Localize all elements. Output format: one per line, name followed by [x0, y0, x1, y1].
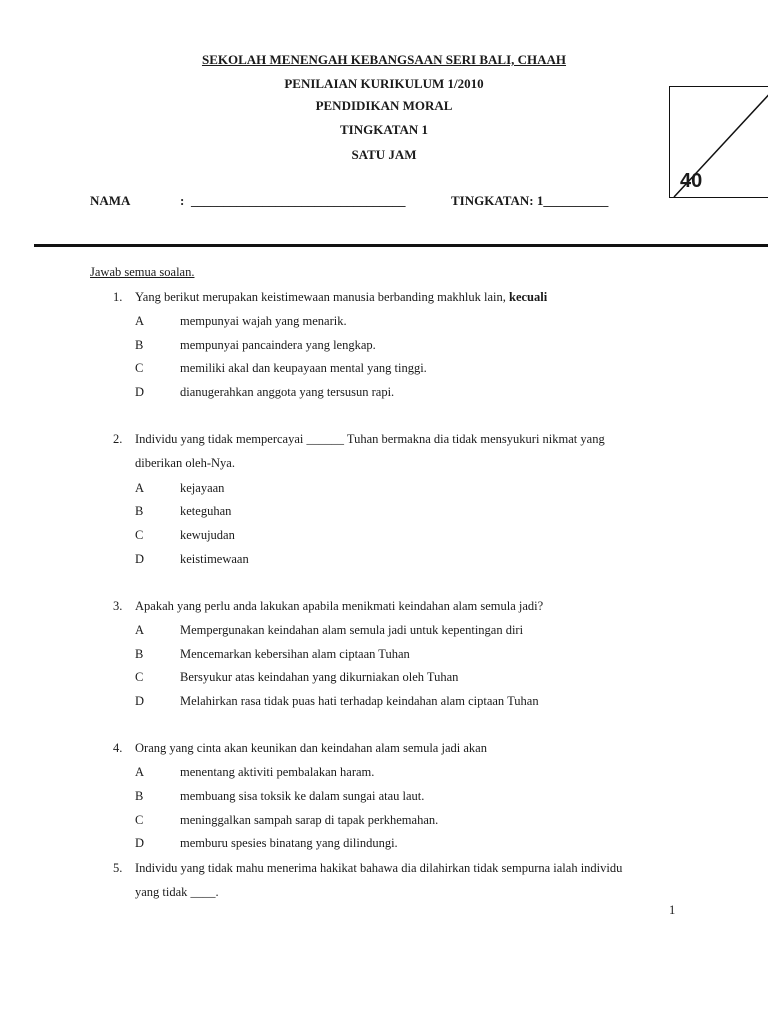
header-divider	[34, 244, 768, 247]
option-text: memiliki akal dan keupayaan mental yang tinggi.	[180, 361, 427, 375]
option-letter: B	[135, 647, 144, 661]
option-letter: D	[135, 836, 145, 850]
subject-title: PENDIDIKAN MORAL	[315, 98, 453, 113]
option-letter: C	[135, 670, 144, 684]
question-number: 2.	[113, 432, 123, 446]
option-letter: B	[135, 504, 144, 518]
question-number: 4.	[113, 741, 123, 755]
option-text: mempunyai pancaindera yang lengkap.	[180, 338, 376, 352]
option-letter: C	[135, 361, 144, 375]
question-stem	[135, 289, 547, 305]
page-number: 1	[669, 903, 676, 917]
instruction: Jawab semua soalan.	[90, 265, 195, 279]
option-text: Mencemarkan kebersihan alam ciptaan Tuhan	[180, 647, 410, 661]
question-text: Orang yang cinta akan keunikan dan keindahan alam semula jadi akan	[135, 741, 487, 755]
option-letter: B	[135, 789, 144, 803]
option-letter: B	[135, 338, 144, 352]
option-text: kejayaan	[180, 481, 225, 495]
form-title: TINGKATAN 1	[340, 122, 428, 137]
question-text: Yang berikut merupakan keistimewaan manusia berbanding makhluk lain,	[135, 290, 506, 304]
option-text: mempunyai wajah yang menarik.	[180, 314, 347, 328]
name-field[interactable]: _________________________________	[191, 193, 406, 208]
option-letter: C	[135, 813, 144, 827]
option-text: Melahirkan rasa tidak puas hati terhadap keindahan alam ciptaan Tuhan	[180, 694, 539, 708]
option-text: menentang aktiviti pembalakan haram.	[180, 765, 375, 779]
form-field[interactable]: TINGKATAN: 1__________	[451, 193, 609, 208]
question-text: Apakah yang perlu anda lakukan apabila menikmati keindahan alam semula jadi?	[135, 599, 544, 613]
option-text: keteguhan	[180, 504, 232, 518]
option-text: Bersyukur atas keindahan yang dikurniakan oleh Tuhan	[180, 670, 459, 684]
option-text: keistimewaan	[180, 552, 249, 566]
question-number: 3.	[113, 599, 123, 613]
score-total: 40	[680, 170, 703, 192]
question-text: diberikan oleh-Nya.	[135, 456, 235, 470]
option-letter: A	[135, 314, 145, 328]
option-letter: D	[135, 385, 145, 399]
question-number: 1.	[113, 290, 123, 304]
option-letter: A	[135, 623, 145, 637]
option-letter: A	[135, 481, 145, 495]
option-text: membuang sisa toksik ke dalam sungai atau laut.	[180, 789, 425, 803]
name-label: NAMA	[90, 193, 131, 208]
duration-title: SATU JAM	[351, 147, 417, 162]
option-text: meninggalkan sampah sarap di tapak perkhemahan.	[180, 813, 439, 827]
question-text: Individu yang tidak mahu menerima hakikat bahawa dia dilahirkan tidak sempurna ialah individu	[135, 861, 623, 875]
question-text: yang tidak ____.	[135, 885, 219, 899]
option-text: Mempergunakan keindahan alam semula jadi untuk kepentingan diri	[180, 623, 524, 637]
option-text: dianugerahkan anggota yang tersusun rapi.	[180, 385, 395, 399]
question-number: 5.	[113, 861, 123, 875]
option-letter: C	[135, 528, 144, 542]
assessment-title: PENILAIAN KURIKULUM 1/2010	[284, 76, 484, 91]
name-colon: :	[180, 193, 185, 208]
option-letter: A	[135, 765, 145, 779]
question-emphasis: kecuali	[509, 290, 548, 304]
option-text: kewujudan	[180, 528, 235, 542]
option-letter: D	[135, 694, 145, 708]
score-box	[669, 86, 768, 198]
option-letter: D	[135, 552, 145, 566]
option-text: memburu spesies binatang yang dilindungi.	[180, 836, 398, 850]
school-name: SEKOLAH MENENGAH KEBANGSAAN SERI BALI, CHAAH	[201, 52, 567, 67]
question-text: Individu yang tidak mempercayai ______ Tuhan bermakna dia tidak mensyukuri nikmat yang	[135, 432, 605, 446]
